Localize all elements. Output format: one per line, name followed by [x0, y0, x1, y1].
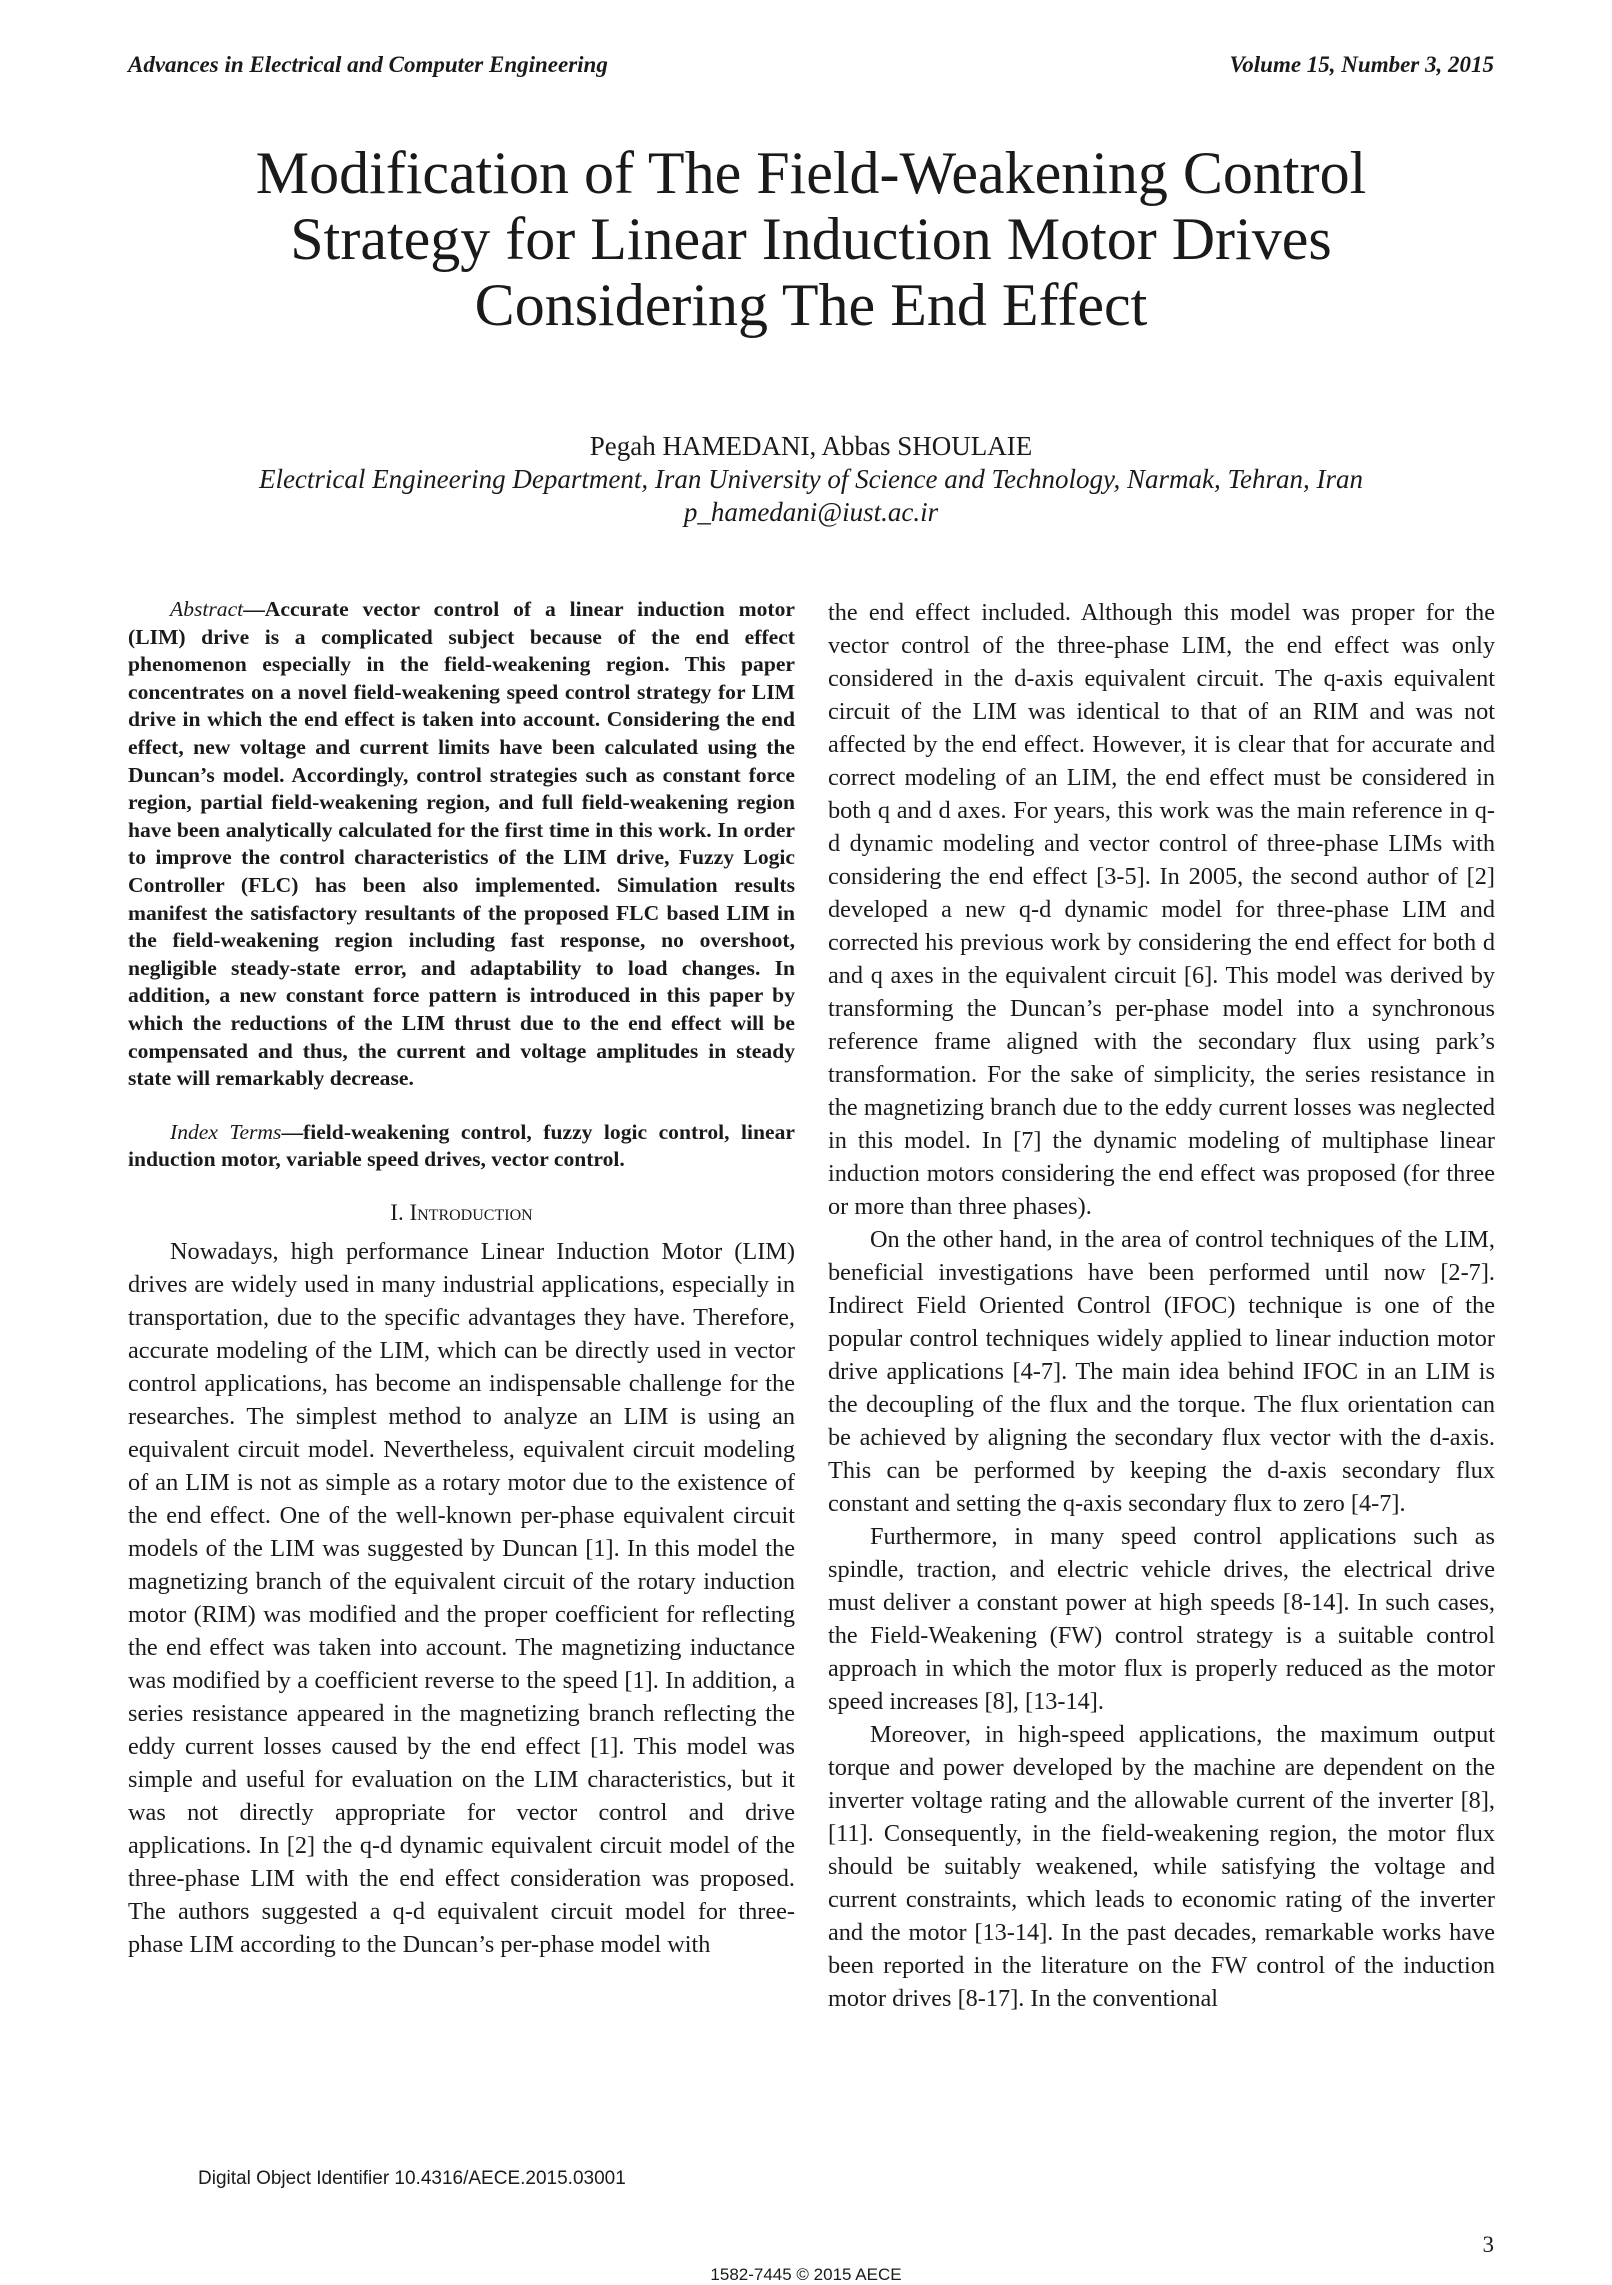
abstract-text: —Accurate vector control of a linear induction motor (LIM) drive is a complicated subject because of the end effect phenomenon especially in the field-weakening region. This paper concentrates on a novel field-weakening speed control strategy for LIM drive in which the end effect is taken into account. Considering the end effect, new voltage and current limits have been calculated using the Duncan’s model. Accordingly, control strategies such as constant force region, partial field-weakening region, and full field-weakening region have been analytically calculated for the first time in this work. In order to improve the control characteristics of the LIM drive, Fuzzy Logic Controller (FLC) has been also implemented. Simulation results manifest the satisfactory resultants of the proposed FLC based LIM in the field-weakening region including fast response, no overshoot, negligible steady-state error, and adaptability to load changes. In addition, a new constant force pattern is introduced in this paper by which the reductions of the LIM thrust due to the end effect will be compensated and thus, the current and voltage amplitudes in steady state will remarkably decrease.	[128, 597, 795, 1091]
author-block	[128, 430, 1494, 529]
index-terms-label: Index Terms	[170, 1119, 282, 1144]
body-paragraph: On the other hand, in the area of control techniques of the LIM, beneficial investigations have been performed until now [2-7]. Indirect Field Oriented Control (IFOC) technique is one of the popular control techniques widely applied to linear induction motor drive applications [4-7]. The main idea behind IFOC in an LIM is the decoupling of the flux and the torque. The flux orientation can be achieved by aligning the secondary flux vector with the d-axis. This can be performed by keeping the d-axis secondary flux constant and setting the q-axis secondary flux to zero [4-7].	[828, 1226, 1495, 1517]
volume-info: Volume 15, Number 3, 2015	[1229, 52, 1494, 77]
title-line: Modification of The Field-Weakening Control	[255, 140, 1367, 206]
author-names: Pegah HAMEDANI, Abbas SHOULAIE	[589, 431, 1033, 461]
doi-footnote[interactable]: Digital Object Identifier 10.4316/AECE.2015.03001	[198, 2168, 626, 2189]
page-number: 3	[1482, 2232, 1494, 2257]
issn-footer: 1582-7445 © 2015 AECE	[710, 2265, 902, 2284]
left-column	[128, 596, 795, 1961]
index-terms-text: —field-weakening control, fuzzy logic control, linear induction motor, variable speed drives, vector control.	[128, 1119, 795, 1172]
abstract	[128, 596, 795, 1093]
author-affiliation: Electrical Engineering Department, Iran University of Science and Technology, Narmak, Tehran, Iran	[258, 464, 1364, 494]
journal-name: Advances in Electrical and Computer Engineering	[128, 52, 608, 77]
body-paragraph: the end effect included. Although this model was proper for the vector control of the three-phase LIM, the end effect was only considered in the d-axis equivalent circuit. The q-axis equivalent circuit of the LIM was identical to that of an RIM and was not affected by the end effect. However, it is clear that for accurate and correct modeling of an LIM, the end effect must be considered in both q and d axes. For years, this work was the main reference in q-d dynamic modeling and vector control of three-phase LIMs with considering the end effect [3-5]. In 2005, the second author of [2] developed a new q-d dynamic model for three-phase LIM and corrected his previous work by considering the end effect for both d and q axes in the equivalent circuit [6]. This model was derived by transforming the Duncan’s per-phase model into a synchronous reference frame aligned with the secondary flux using park’s transformation. For the sake of simplicity, the series resistance in the magnetizing branch due to the eddy current losses was neglected in this model. In [7] the dynamic modeling of multiphase linear induction motors considering the end effect was proposed (for three or more than three phases).	[828, 599, 1495, 1220]
running-header	[128, 52, 1494, 86]
abstract-label: Abstract	[170, 597, 244, 621]
paper-title	[128, 140, 1494, 338]
title-line: Considering The End Effect	[474, 272, 1148, 338]
section-title: Introduction	[409, 1199, 533, 1225]
body-paragraph: Moreover, in high-speed applications, the maximum output torque and power developed by the machine are dependent on the inverter voltage rating and the allowable current of the inverter [8], [11]. Consequently, in the field-weakening region, the motor flux should be suitably weakened, while satisfying the voltage and current constraints, which leads to economic rating of the inverter and the motor [13-14]. In the past decades, remarkable works have been reported in the literature on the FW control of the induction motor drives [8-17]. In the conventional	[828, 1721, 1495, 2012]
author-email[interactable]: p_hamedani@iust.ac.ir	[683, 497, 939, 527]
right-column	[828, 596, 1495, 2015]
section-number: I.	[390, 1199, 404, 1225]
title-line: Strategy for Linear Induction Motor Drives	[290, 206, 1332, 272]
body-paragraph: Nowadays, high performance Linear Induction Motor (LIM) drives are widely used in many industrial applications, especially in transportation, due to the specific advantages they have. Therefore, accurate modeling of the LIM, which can be directly used in vector control applications, has become an indispensable challenge for the researches. The simplest method to analyze an LIM is using an equivalent circuit model. Nevertheless, equivalent circuit modeling of an LIM is not as simple as a rotary motor due to the existence of the end effect. One of the well-known per-phase equivalent circuit models of the LIM was suggested by Duncan [1]. In this model the magnetizing branch of the equivalent circuit of the rotary induction motor (RIM) was modified and the proper coefficient for reflecting the end effect was taken into account. The magnetizing inductance was modified by a coefficient reverse to the speed [1]. In addition, a series resistance appeared in the magnetizing branch reflecting the eddy current losses caused by the end effect [1]. This model was simple and useful for evaluation on the LIM characteristics, but it was not directly appropriate for vector control and drive applications. In [2] the q-d dynamic equivalent circuit model of the three-phase LIM with the end effect consideration was proposed. The authors suggested a q-d equivalent circuit model for three-phase LIM according to the Duncan’s per-phase model with	[128, 1237, 795, 1958]
body-paragraph: Furthermore, in many speed control applications such as spindle, traction, and electric vehicle drives, the electrical drive must deliver a constant power at high speeds [8-14]. In such cases, the Field-Weakening (FW) control strategy is a suitable control approach in which the motor flux is properly reduced as the motor speed increases [8], [13-14].	[828, 1523, 1495, 1715]
index-terms	[128, 1119, 795, 1174]
section-heading	[128, 1196, 795, 1229]
